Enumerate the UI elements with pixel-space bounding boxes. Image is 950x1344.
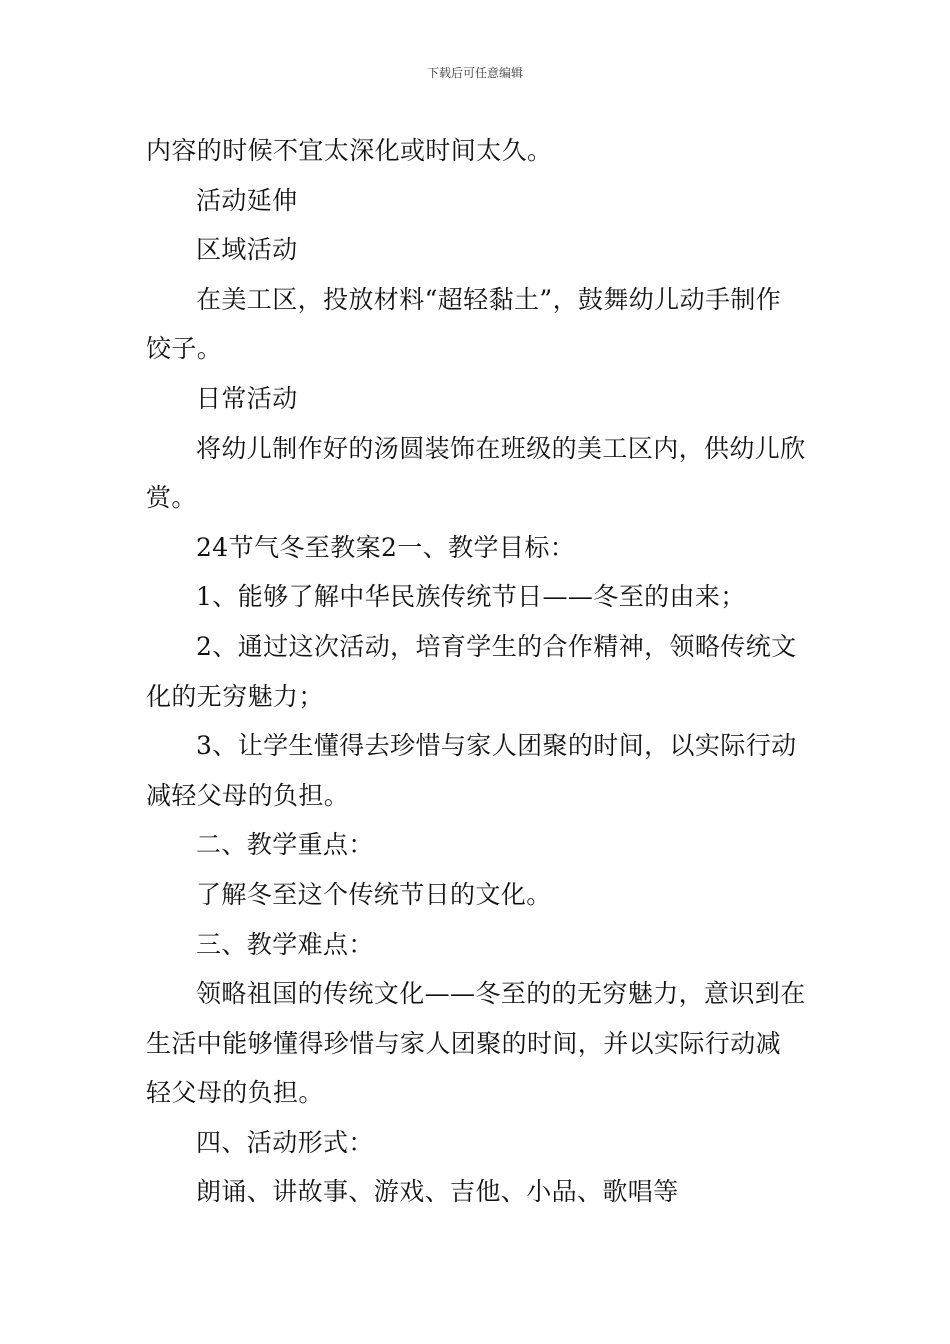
paragraph-7: 24节气冬至教案2一、教学目标：	[196, 532, 576, 562]
paragraph-12: 了解冬至这个传统节日的文化。	[196, 879, 552, 909]
paragraph-4: 在美工区，投放材料“超轻黏土”，鼓舞幼儿动手制作饺子。	[146, 284, 782, 364]
paragraph-15: 四、活动形式：	[196, 1127, 374, 1157]
paragraph-11: 二、教学重点：	[196, 830, 374, 860]
paragraph-16: 朗诵、讲故事、游戏、吉他、小品、歌唱等	[196, 1177, 679, 1207]
paragraph-5: 日常活动	[196, 383, 298, 413]
paragraph-6: 将幼儿制作好的汤圆装饰在班级的美工区内，供幼儿欣赏。	[146, 433, 806, 513]
paragraph-1: 内容的时候不宜太深化或时间太久。	[146, 136, 553, 165]
paragraph-9: 2、通过这次活动，培育学生的合作精神，领略传统文化的无穷魅力；	[146, 631, 797, 711]
document-body	[146, 126, 806, 1217]
paragraph-14: 领略祖国的传统文化——冬至的的无穷魅力，意识到在生活中能够懂得珍惜与家人团聚的时间，并以实际行动减轻父母的负担。	[146, 979, 806, 1108]
paragraph-13: 三、教学难点：	[196, 929, 374, 959]
paragraph-10: 3、让学生懂得去珍惜与家人团聚的时间，以实际行动减轻父母的负担。	[146, 731, 797, 810]
page-header: 下载后可任意编辑	[426, 66, 523, 80]
paragraph-8: 1、能够了解中华民族传统节日——冬至的由来；	[196, 582, 746, 612]
paragraph-2: 活动延伸	[196, 185, 298, 215]
paragraph-3: 区域活动	[196, 235, 298, 265]
